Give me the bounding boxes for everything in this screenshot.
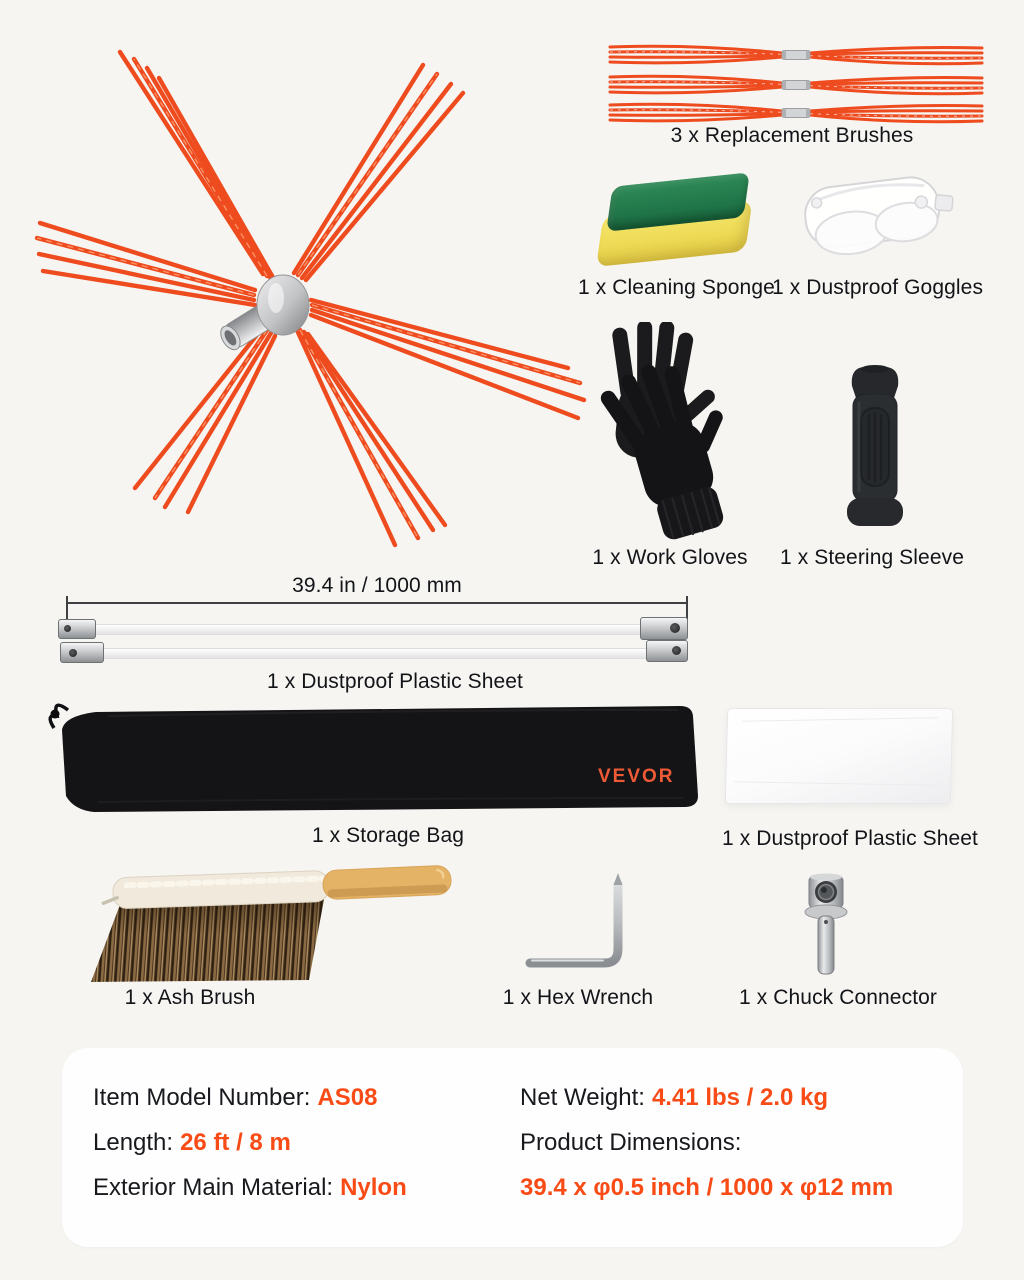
spec-row-model <box>93 1075 407 1120</box>
cleaning-sponge-label: 1 x Cleaning Sponge <box>578 276 775 299</box>
rod-2-left-connector <box>60 642 104 663</box>
hex-wrench-label: 1 x Hex Wrench <box>502 986 654 1009</box>
steering-sleeve-label: 1 x Steering Sleeve <box>779 546 964 569</box>
spec-column-left <box>93 1075 407 1210</box>
spec-value: 39.4 x φ0.5 inch / 1000 x φ12 mm <box>520 1173 894 1201</box>
rod-1-right-connector <box>640 617 688 640</box>
steering-sleeve-image <box>840 360 910 540</box>
storage-bag-image <box>38 686 708 822</box>
spec-value: 26 ft / 8 m <box>180 1128 291 1156</box>
cleaning-sponge-image <box>594 172 764 270</box>
spec-card <box>62 1048 963 1247</box>
spec-label: Item Model Number: <box>93 1083 311 1111</box>
rod-2-right-connector <box>646 640 688 662</box>
dustproof-goggles-image <box>788 166 960 272</box>
ash-brush-image <box>85 860 455 994</box>
spec-label: Exterior Main Material: <box>93 1173 334 1201</box>
spec-label: Product Dimensions: <box>520 1128 742 1156</box>
rods-label: 1 x Dustproof Plastic Sheet <box>267 670 523 693</box>
spec-value: AS08 <box>317 1083 378 1111</box>
replacement-brushes-label: 3 x Replacement Brushes <box>670 124 914 147</box>
dimension-line <box>66 602 688 604</box>
spec-column-right <box>520 1075 893 1210</box>
plastic-sheet-label: 1 x Dustproof Plastic Sheet <box>722 827 978 850</box>
plastic-sheet-image <box>725 708 954 804</box>
dustproof-goggles-label: 1 x Dustproof Goggles <box>772 276 984 299</box>
chuck-connector-label: 1 x Chuck Connector <box>739 986 937 1009</box>
brush-arm-upper-right <box>294 65 463 280</box>
spec-row-weight <box>520 1075 893 1120</box>
brush-arm-right <box>311 300 584 418</box>
hex-wrench-image <box>525 868 635 978</box>
spec-label: Net Weight: <box>520 1083 645 1111</box>
spec-label: Length: <box>93 1128 174 1156</box>
storage-bag-body <box>62 706 698 812</box>
spec-row-dimensions-title <box>520 1120 893 1165</box>
ash-brush-label: 1 x Ash Brush <box>124 986 256 1009</box>
brush-arm-left <box>37 223 255 305</box>
chuck-connector-image <box>795 872 855 980</box>
spec-row-dimensions-value <box>520 1165 893 1210</box>
spec-row-length <box>93 1120 407 1165</box>
spec-value: Nylon <box>340 1173 407 1201</box>
brush-arm-lower-right <box>296 328 445 545</box>
brush-arm-upper-left <box>120 52 275 281</box>
spec-row-material <box>93 1165 407 1210</box>
rod-dimension-text: 39.4 in / 1000 mm <box>292 574 462 597</box>
brush-center-sleeves <box>782 51 810 118</box>
brush-arm-lower-left <box>135 326 275 512</box>
spec-value: 4.41 lbs / 2.0 kg <box>651 1083 829 1111</box>
work-gloves-image <box>592 322 767 550</box>
brush-handle <box>322 865 451 900</box>
chimney-brush-head-image <box>8 28 608 568</box>
rod-1-left-connector <box>58 619 96 639</box>
work-gloves-label: 1 x Work Gloves <box>592 546 748 569</box>
vevor-logo: VEVOR <box>598 766 675 787</box>
replacement-brushes-image <box>606 42 986 130</box>
storage-bag-label: 1 x Storage Bag <box>311 824 465 847</box>
